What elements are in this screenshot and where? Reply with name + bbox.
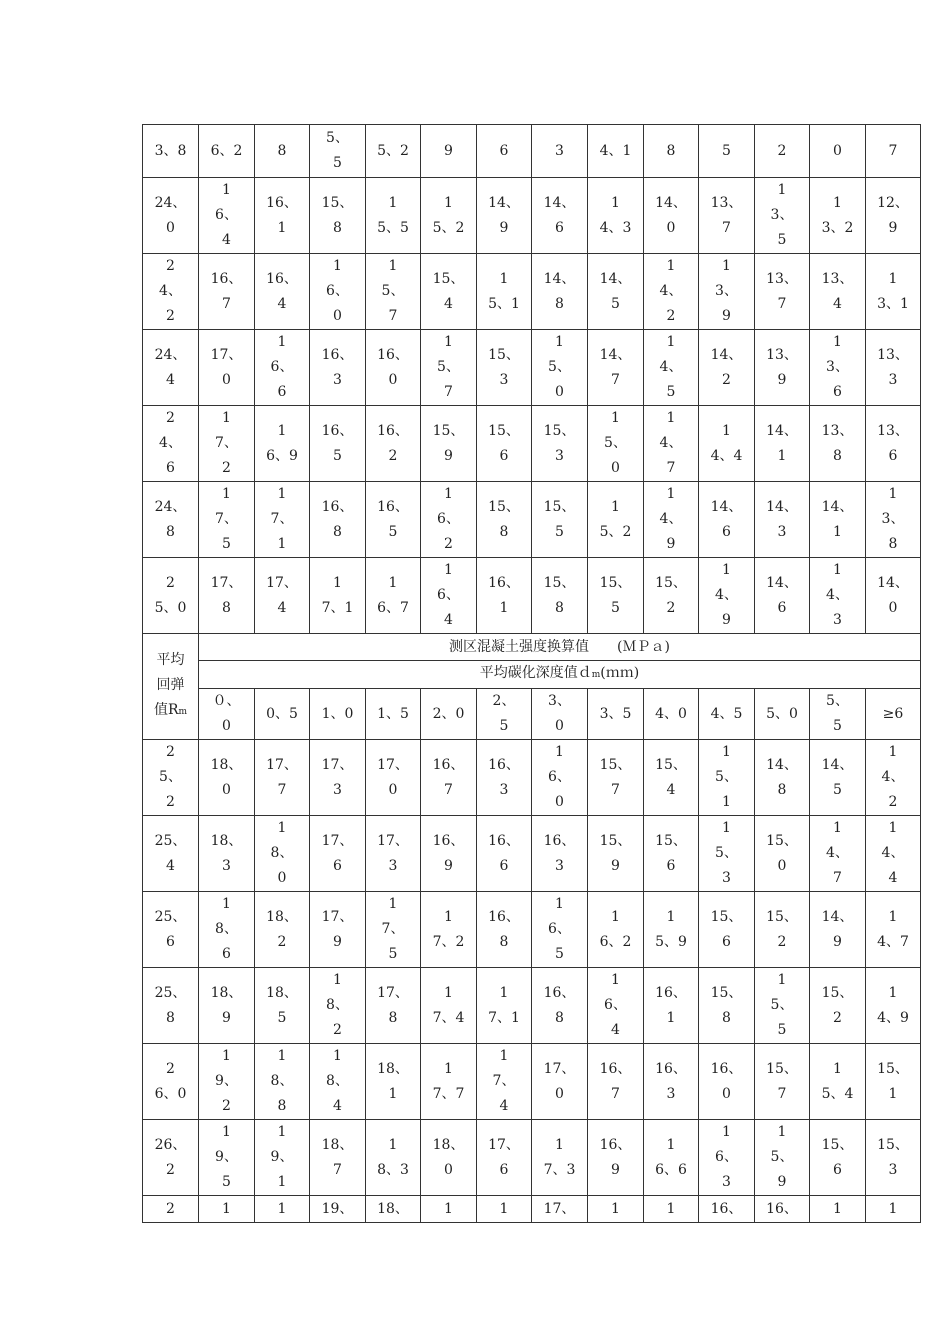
strength-value-cell: 1 5、4 bbox=[810, 1044, 866, 1120]
strength-value-cell: 15、 7 bbox=[755, 1044, 810, 1120]
table-row bbox=[143, 1044, 921, 1120]
strength-value-cell: 15、 8 bbox=[310, 178, 366, 254]
rebound-value-cell: 24、 0 bbox=[143, 178, 199, 254]
strength-value-cell: 16、 0 bbox=[699, 1044, 755, 1120]
strength-value-cell: 16、 3 bbox=[532, 816, 588, 892]
strength-value-cell: 1 bbox=[866, 1196, 921, 1223]
rebound-value-cell: 2 6、0 bbox=[143, 1044, 199, 1120]
strength-value-cell: 6、2 bbox=[199, 125, 255, 178]
rebound-value-header: 平均 回弹 值Rm bbox=[143, 634, 199, 740]
carbonation-depth-cell: 0、5 bbox=[255, 689, 310, 740]
strength-value-cell: 12、 9 bbox=[866, 178, 921, 254]
strength-value-cell: 1 4、7 bbox=[866, 892, 921, 968]
strength-value-cell: 1 4、4 bbox=[699, 406, 755, 482]
carbonation-depth-cell: 1、0 bbox=[310, 689, 366, 740]
strength-value-cell: 14、 1 bbox=[755, 406, 810, 482]
carbonation-depth-cell: ≥6 bbox=[866, 689, 921, 740]
strength-value-cell: 1 6、9 bbox=[255, 406, 310, 482]
strength-value-cell: 1 5、9 bbox=[644, 892, 699, 968]
strength-value-cell: 1 7、1 bbox=[310, 558, 366, 634]
strength-value-cell: 15、 6 bbox=[699, 892, 755, 968]
strength-value-cell: 14、 6 bbox=[699, 482, 755, 558]
strength-value-cell: 8 bbox=[255, 125, 310, 178]
strength-value-cell: 17、 8 bbox=[366, 968, 421, 1044]
strength-value-cell: 14、 2 bbox=[699, 330, 755, 406]
carbonation-depth-cell: 3、 0 bbox=[532, 689, 588, 740]
strength-value-cell: 1 8、 8 bbox=[255, 1044, 310, 1120]
strength-value-cell: 17、 0 bbox=[366, 740, 421, 816]
strength-value-cell: 17、 0 bbox=[532, 1044, 588, 1120]
strength-value-cell: 17、 6 bbox=[477, 1120, 532, 1196]
strength-value-cell: 1 4、 2 bbox=[866, 740, 921, 816]
strength-value-cell: 16、 2 bbox=[366, 406, 421, 482]
strength-value-cell: 16、 4 bbox=[255, 254, 310, 330]
strength-value-cell: 1 7、1 bbox=[477, 968, 532, 1044]
strength-value-cell: 1 3、 6 bbox=[810, 330, 866, 406]
table-row bbox=[143, 816, 921, 892]
table-bottom-rows bbox=[143, 740, 921, 1223]
strength-value-cell: 1 6、 3 bbox=[699, 1120, 755, 1196]
carbonation-depth-cell: 4、5 bbox=[699, 689, 755, 740]
table-top-rows bbox=[143, 125, 921, 634]
strength-value-cell: 16、 5 bbox=[310, 406, 366, 482]
strength-value-cell: 1 6、2 bbox=[588, 892, 644, 968]
strength-value-cell: 1 5、 7 bbox=[421, 330, 477, 406]
strength-value-cell: 13、 8 bbox=[810, 406, 866, 482]
strength-value-cell: 15、 8 bbox=[699, 968, 755, 1044]
strength-value-cell: 15、 1 bbox=[866, 1044, 921, 1120]
table-row bbox=[143, 482, 921, 558]
table-row bbox=[143, 406, 921, 482]
strength-value-cell: 14、 9 bbox=[477, 178, 532, 254]
rebound-value-cell: 25、 8 bbox=[143, 968, 199, 1044]
strength-value-cell: 15、 9 bbox=[421, 406, 477, 482]
strength-value-cell: 16、 7 bbox=[199, 254, 255, 330]
strength-value-cell: 16、 5 bbox=[366, 482, 421, 558]
strength-value-cell: 15、 2 bbox=[644, 558, 699, 634]
carbonation-title: 平均碳化深度值ｄm(ｍｍ) bbox=[199, 661, 921, 689]
strength-value-cell: 16、 3 bbox=[477, 740, 532, 816]
strength-value-cell: 14、 8 bbox=[532, 254, 588, 330]
strength-value-cell: 1 4、 7 bbox=[644, 406, 699, 482]
strength-value-cell: 15、 4 bbox=[421, 254, 477, 330]
strength-value-cell: 1 bbox=[199, 1196, 255, 1223]
strength-value-cell: 16、 0 bbox=[366, 330, 421, 406]
strength-value-cell: 1 3、1 bbox=[866, 254, 921, 330]
strength-value-cell: 1 9、 5 bbox=[199, 1120, 255, 1196]
strength-value-cell: 17、 4 bbox=[255, 558, 310, 634]
strength-value-cell: 16、 7 bbox=[588, 1044, 644, 1120]
strength-value-cell: 1 4、 4 bbox=[866, 816, 921, 892]
strength-value-cell: 1 7、 1 bbox=[255, 482, 310, 558]
carbonation-depth-cell: 5、0 bbox=[755, 689, 810, 740]
carbonation-depth-cell: 2、0 bbox=[421, 689, 477, 740]
strength-value-cell: 9 bbox=[421, 125, 477, 178]
strength-value-cell: 1 3、2 bbox=[810, 178, 866, 254]
strength-value-cell: 17、 bbox=[532, 1196, 588, 1223]
rebound-value-cell: 3、8 bbox=[143, 125, 199, 178]
strength-value-cell: 14、 0 bbox=[866, 558, 921, 634]
strength-value-cell: 16、 1 bbox=[644, 968, 699, 1044]
strength-value-cell: 1 4、 7 bbox=[810, 816, 866, 892]
strength-value-cell: 15、 3 bbox=[866, 1120, 921, 1196]
table-row bbox=[143, 178, 921, 254]
strength-value-cell: 1 bbox=[644, 1196, 699, 1223]
strength-value-cell: 1 4、 9 bbox=[699, 558, 755, 634]
strength-value-cell: 6 bbox=[477, 125, 532, 178]
strength-value-cell: 1 7、 5 bbox=[366, 892, 421, 968]
table-row bbox=[143, 740, 921, 816]
strength-value-cell: 17、 6 bbox=[310, 816, 366, 892]
strength-value-cell: 1 9、 2 bbox=[199, 1044, 255, 1120]
strength-value-cell: 16、 bbox=[699, 1196, 755, 1223]
strength-value-cell: 1 bbox=[588, 1196, 644, 1223]
strength-value-cell: 14、 6 bbox=[532, 178, 588, 254]
strength-value-cell: 1 6、 6 bbox=[255, 330, 310, 406]
strength-value-cell: 1 5、2 bbox=[588, 482, 644, 558]
strength-value-cell: 15、 6 bbox=[644, 816, 699, 892]
rebound-value-cell: 2 4、 2 bbox=[143, 254, 199, 330]
strength-value-cell: 1 5、 0 bbox=[532, 330, 588, 406]
strength-value-cell: 18、 9 bbox=[199, 968, 255, 1044]
strength-value-cell: 15、 7 bbox=[588, 740, 644, 816]
strength-value-cell: 1 3、 8 bbox=[866, 482, 921, 558]
rebound-value-cell: 2 4、 6 bbox=[143, 406, 199, 482]
carbonation-depth-cell: 4、0 bbox=[644, 689, 699, 740]
strength-value-cell: 15、 8 bbox=[477, 482, 532, 558]
strength-value-cell: 14、 3 bbox=[755, 482, 810, 558]
strength-value-cell: 17、 9 bbox=[310, 892, 366, 968]
carbonation-depth-cell: ０、 0 bbox=[199, 689, 255, 740]
strength-value-cell: 14、 8 bbox=[755, 740, 810, 816]
strength-value-cell: 13、 6 bbox=[866, 406, 921, 482]
strength-value-cell: 16、 6 bbox=[477, 816, 532, 892]
strength-value-cell: 18、 5 bbox=[255, 968, 310, 1044]
strength-value-cell: 14、 7 bbox=[588, 330, 644, 406]
strength-value-cell: 1 7、2 bbox=[421, 892, 477, 968]
carbonation-depth-cell: 1、5 bbox=[366, 689, 421, 740]
strength-value-cell: 5 bbox=[699, 125, 755, 178]
strength-value-cell: 1 6、 5 bbox=[532, 892, 588, 968]
strength-value-cell: 5、2 bbox=[366, 125, 421, 178]
table-row bbox=[143, 125, 921, 178]
strength-value-cell: 15、 4 bbox=[644, 740, 699, 816]
strength-value-cell: 7 bbox=[866, 125, 921, 178]
strength-value-cell: 15、 2 bbox=[810, 968, 866, 1044]
strength-value-cell: 2 bbox=[755, 125, 810, 178]
rebound-value-cell: 25、 6 bbox=[143, 892, 199, 968]
strength-value-cell: 18、 2 bbox=[255, 892, 310, 968]
strength-value-cell: 18、 1 bbox=[366, 1044, 421, 1120]
strength-value-cell: 18、 0 bbox=[199, 740, 255, 816]
strength-value-cell: 18、 7 bbox=[310, 1120, 366, 1196]
strength-value-cell: 1 6、 4 bbox=[199, 178, 255, 254]
rebound-value-cell: 24、 4 bbox=[143, 330, 199, 406]
strength-value-cell: 15、 3 bbox=[477, 330, 532, 406]
strength-value-cell: 1 6、 4 bbox=[421, 558, 477, 634]
strength-value-cell: 15、 8 bbox=[532, 558, 588, 634]
strength-value-cell: 1 5、 1 bbox=[699, 740, 755, 816]
table-row bbox=[143, 254, 921, 330]
strength-value-cell: 1 6、7 bbox=[366, 558, 421, 634]
strength-value-cell: 1 bbox=[477, 1196, 532, 1223]
strength-value-cell: 14、 9 bbox=[810, 892, 866, 968]
carbonation-depth-cell: 5、 5 bbox=[810, 689, 866, 740]
strength-value-cell: 16、 3 bbox=[644, 1044, 699, 1120]
strength-value-cell: 1 6、6 bbox=[644, 1120, 699, 1196]
strength-value-cell: 17、 3 bbox=[366, 816, 421, 892]
strength-conversion-table bbox=[142, 124, 921, 1223]
strength-value-cell: 16、 9 bbox=[588, 1120, 644, 1196]
strength-value-cell: 1 7、 4 bbox=[477, 1044, 532, 1120]
strength-value-cell: 14、 1 bbox=[810, 482, 866, 558]
strength-value-cell: 1 5、1 bbox=[477, 254, 532, 330]
strength-value-cell: 1 7、3 bbox=[532, 1120, 588, 1196]
strength-value-cell: 1 bbox=[421, 1196, 477, 1223]
strength-value-cell: 13、 7 bbox=[755, 254, 810, 330]
strength-value-cell: 1 5、5 bbox=[366, 178, 421, 254]
strength-value-cell: 1 6、 0 bbox=[532, 740, 588, 816]
strength-value-cell: 15、 2 bbox=[755, 892, 810, 968]
strength-value-cell: 1 4、 5 bbox=[644, 330, 699, 406]
rebound-value-cell: 2 5、 2 bbox=[143, 740, 199, 816]
strength-value-cell: 3 bbox=[532, 125, 588, 178]
rebound-value-cell: 26、 2 bbox=[143, 1120, 199, 1196]
strength-value-cell: 4、1 bbox=[588, 125, 644, 178]
strength-value-cell: 16、 1 bbox=[477, 558, 532, 634]
strength-value-cell: 1 6、 4 bbox=[588, 968, 644, 1044]
strength-value-cell: 1 4、 3 bbox=[810, 558, 866, 634]
strength-value-cell: 1 6、 2 bbox=[421, 482, 477, 558]
strength-value-cell: 1 8、 2 bbox=[310, 968, 366, 1044]
strength-value-cell: 1 9、 1 bbox=[255, 1120, 310, 1196]
strength-value-cell: 0 bbox=[810, 125, 866, 178]
strength-value-cell: 15、 5 bbox=[588, 558, 644, 634]
strength-value-cell: 1 5、 0 bbox=[588, 406, 644, 482]
rebound-value-cell: 2 5、0 bbox=[143, 558, 199, 634]
strength-value-cell: 16、 8 bbox=[310, 482, 366, 558]
strength-value-cell: 1 4、 9 bbox=[644, 482, 699, 558]
table-row bbox=[143, 558, 921, 634]
strength-value-cell: 5、 5 bbox=[310, 125, 366, 178]
strength-value-cell: 1 8、 0 bbox=[255, 816, 310, 892]
strength-value-cell: 15、 5 bbox=[532, 482, 588, 558]
strength-value-cell: 1 8、 4 bbox=[310, 1044, 366, 1120]
strength-value-cell: 17、 0 bbox=[199, 330, 255, 406]
strength-value-cell: 16、 7 bbox=[421, 740, 477, 816]
table-row bbox=[143, 330, 921, 406]
rebound-value-cell: 24、 8 bbox=[143, 482, 199, 558]
strength-value-cell: 15、 6 bbox=[477, 406, 532, 482]
strength-value-cell: 1 3、 5 bbox=[755, 178, 810, 254]
strength-value-cell: 15、 0 bbox=[755, 816, 810, 892]
strength-value-cell: 1 5、 5 bbox=[755, 968, 810, 1044]
strength-value-cell: 1 5、 9 bbox=[755, 1120, 810, 1196]
strength-value-cell: 14、 0 bbox=[644, 178, 699, 254]
strength-value-cell: 16、 3 bbox=[310, 330, 366, 406]
strength-value-cell: 17、 7 bbox=[255, 740, 310, 816]
strength-value-cell: 16、 9 bbox=[421, 816, 477, 892]
strength-value-cell: 1 bbox=[810, 1196, 866, 1223]
strength-value-cell: 15、 3 bbox=[532, 406, 588, 482]
strength-value-cell: 13、 9 bbox=[755, 330, 810, 406]
strength-value-cell: 14、 5 bbox=[810, 740, 866, 816]
strength-value-cell: 1 7、 5 bbox=[199, 482, 255, 558]
strength-value-cell: 1 4、 2 bbox=[644, 254, 699, 330]
strength-value-cell: 15、 9 bbox=[588, 816, 644, 892]
strength-value-cell: 1 5、 3 bbox=[699, 816, 755, 892]
strength-title: 测区混凝土强度换算值 (ＭＰａ) bbox=[199, 634, 921, 661]
table-row bbox=[143, 892, 921, 968]
table-row bbox=[143, 968, 921, 1044]
strength-value-cell: 1 7、7 bbox=[421, 1044, 477, 1120]
strength-value-cell: 18、 3 bbox=[199, 816, 255, 892]
table-header bbox=[143, 634, 921, 740]
rebound-value-cell: 2 bbox=[143, 1196, 199, 1223]
strength-value-cell: 1 8、 6 bbox=[199, 892, 255, 968]
carbonation-depth-row bbox=[143, 689, 921, 740]
strength-value-cell: 19、 bbox=[310, 1196, 366, 1223]
strength-value-cell: 1 4、3 bbox=[588, 178, 644, 254]
strength-value-cell: 15、 6 bbox=[810, 1120, 866, 1196]
strength-value-cell: 14、 5 bbox=[588, 254, 644, 330]
carbonation-depth-cell: 2、 5 bbox=[477, 689, 532, 740]
strength-value-cell: 16、 bbox=[755, 1196, 810, 1223]
carbonation-depth-cell: 3、5 bbox=[588, 689, 644, 740]
table-row bbox=[143, 1196, 921, 1223]
strength-value-cell: 13、 7 bbox=[699, 178, 755, 254]
strength-value-cell: 17、 8 bbox=[199, 558, 255, 634]
strength-value-cell: 1 7、 2 bbox=[199, 406, 255, 482]
strength-value-cell: 13、 3 bbox=[866, 330, 921, 406]
strength-value-cell: 1 4、9 bbox=[866, 968, 921, 1044]
strength-value-cell: 13、 4 bbox=[810, 254, 866, 330]
strength-value-cell: 1 6、 0 bbox=[310, 254, 366, 330]
strength-value-cell: 1 7、4 bbox=[421, 968, 477, 1044]
strength-value-cell: 16、 8 bbox=[477, 892, 532, 968]
strength-value-cell: 1 5、2 bbox=[421, 178, 477, 254]
table-row bbox=[143, 1120, 921, 1196]
strength-value-cell: 17、 3 bbox=[310, 740, 366, 816]
strength-value-cell: 16、 1 bbox=[255, 178, 310, 254]
strength-value-cell: 18、 bbox=[366, 1196, 421, 1223]
strength-value-cell: 1 8、3 bbox=[366, 1120, 421, 1196]
strength-value-cell: 18、 0 bbox=[421, 1120, 477, 1196]
rebound-value-cell: 25、 4 bbox=[143, 816, 199, 892]
strength-value-cell: 14、 6 bbox=[755, 558, 810, 634]
strength-value-cell: 1 bbox=[255, 1196, 310, 1223]
strength-value-cell: 16、 8 bbox=[532, 968, 588, 1044]
strength-value-cell: 1 5、 7 bbox=[366, 254, 421, 330]
strength-value-cell: 8 bbox=[644, 125, 699, 178]
strength-value-cell: 1 3、 9 bbox=[699, 254, 755, 330]
